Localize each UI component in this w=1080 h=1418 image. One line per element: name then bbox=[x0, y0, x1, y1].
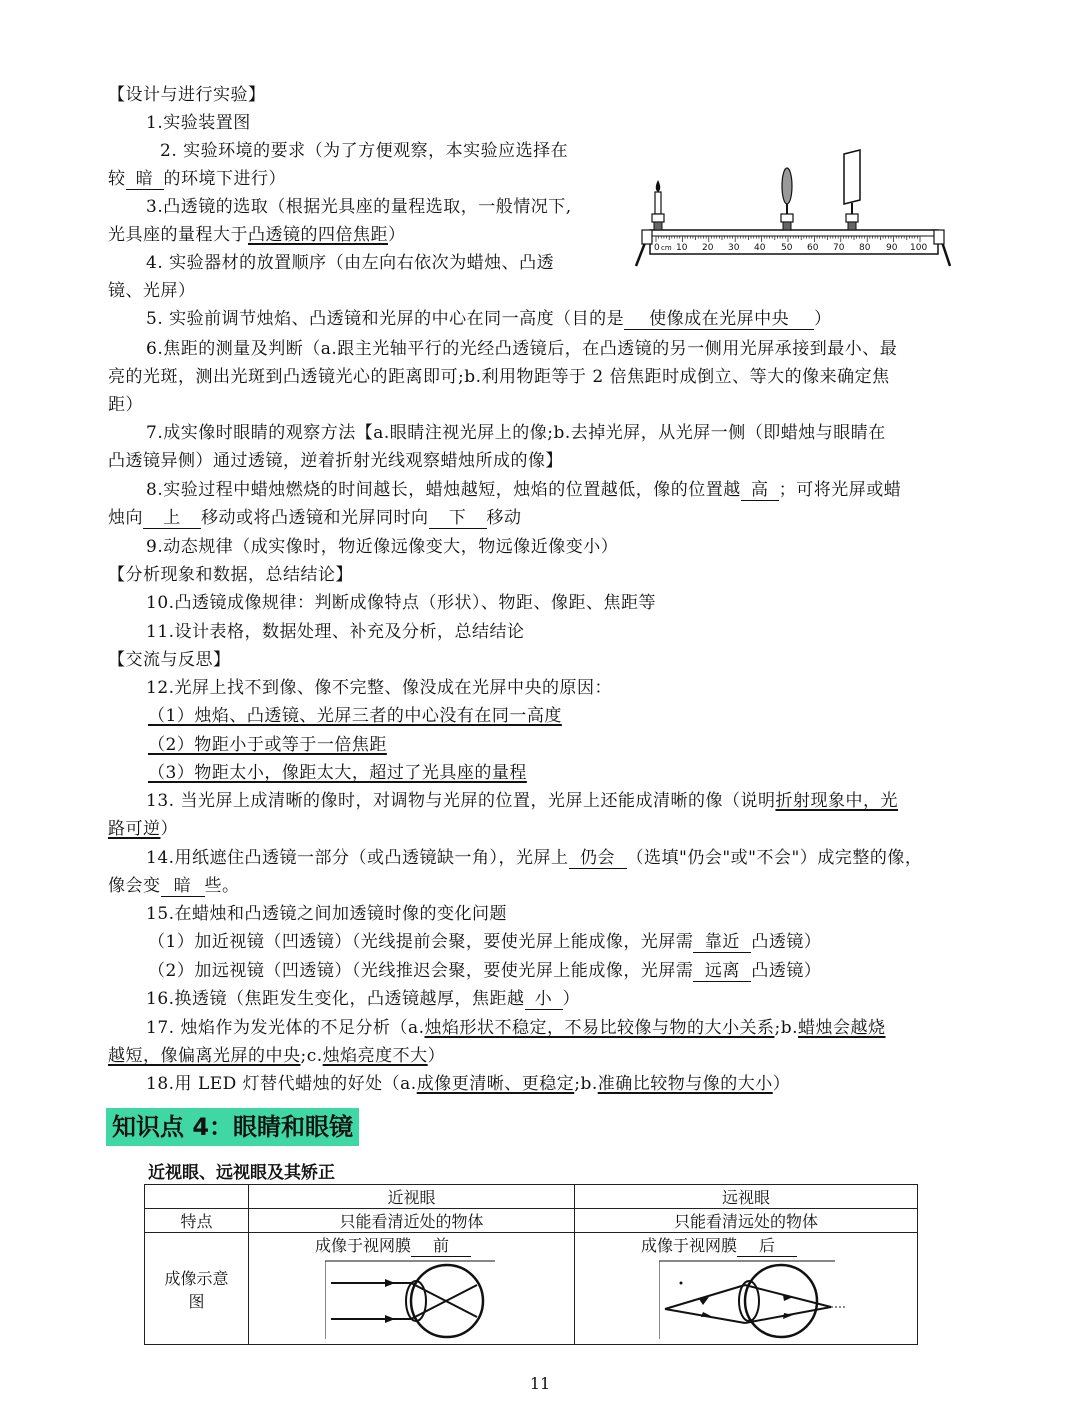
section-heading-reflection: 【交流与反思】 bbox=[108, 650, 231, 670]
item-4-cont: 镜、光屏） bbox=[108, 281, 196, 301]
light-screen-icon bbox=[844, 150, 860, 230]
tick-label: 50 bbox=[781, 243, 793, 253]
item-7: 7.成实像时眼睛的观察方法【a.眼睛注视光屏上的像;b.去掉光屏，从光屏一侧（即蜡烛与眼睛在 bbox=[146, 423, 886, 443]
item-2: 2. 实验环境的要求（为了方便观察，本实验应选择在 bbox=[160, 141, 569, 161]
myopia-feature-cell: 只能看清近处的物体 bbox=[249, 1209, 575, 1233]
item-1: 1.实验装置图 bbox=[146, 113, 251, 133]
item-13-cont: 路可逆） bbox=[108, 819, 178, 839]
item-10: 10.凸透镜成像规律：判断成像特点（形状）、物距、像距、焦距等 bbox=[146, 593, 657, 613]
table-corner-cell bbox=[145, 1185, 249, 1209]
item-3: 3.凸透镜的选取（根据光具座的量程选取，一般情况下, bbox=[146, 197, 572, 217]
row-label-feature: 特点 bbox=[145, 1209, 249, 1233]
item-2-cont: 较 暗 的环境下进行） bbox=[108, 169, 286, 189]
item-3-cont: 光具座的量程大于凸透镜的四倍焦距） bbox=[108, 225, 406, 245]
tick-label: 10 bbox=[676, 243, 688, 253]
item-6-cont2: 距） bbox=[108, 395, 143, 415]
item-7-cont: 凸透镜异侧）通过透镜，逆着折射光线观察蜡烛所成的像】 bbox=[108, 451, 563, 471]
answer-blank: 靠近 bbox=[693, 932, 751, 953]
table-subtitle: 近视眼、远视眼及其矫正 bbox=[148, 1163, 335, 1183]
item-8-cont: 烛向 上 移动或将凸透镜和光屏同时向 下 移动 bbox=[108, 508, 522, 528]
item-6: 6.焦距的测量及判断（a.跟主光轴平行的光经凸透镜后，在凸透镜的另一侧用光屏承接到最小、最 bbox=[146, 339, 898, 359]
answer-blank: 后 bbox=[737, 1236, 797, 1257]
answer-blank: 暗 bbox=[161, 876, 205, 897]
page-number: 11 bbox=[529, 1374, 551, 1393]
answer-blank: 高 bbox=[741, 480, 779, 501]
tick-label: 30 bbox=[728, 243, 740, 253]
item-12: 12.光屏上找不到像、像不完整、像没成在光屏中央的原因： bbox=[146, 678, 613, 698]
answer-blank: 仍会 bbox=[569, 848, 627, 869]
item-12-reason-1: （1）烛焰、凸透镜、光屏三者的中心没有在同一高度 bbox=[148, 706, 562, 726]
item-8: 8.实验过程中蜡烛燃烧的时间越长，蜡烛越短，烛焰的位置越低，像的位置越 高 ；可将光屏或蜡 bbox=[146, 480, 902, 500]
hyperopia-diagram-cell: 成像于视网膜 后 bbox=[575, 1233, 918, 1345]
tick-label: 20 bbox=[702, 243, 714, 253]
eye-comparison-table bbox=[144, 1184, 918, 1345]
item-15-sub-2: （2）加远视镜（凹透镜）（光线推迟会聚，要使光屏上能成像，光屏需 远离 凸透镜） bbox=[148, 961, 822, 981]
item-16: 16.换透镜（焦距发生变化，凸透镜越厚，焦距越 小 ） bbox=[146, 989, 581, 1009]
convex-lens-icon bbox=[781, 168, 793, 230]
item-18: 18.用 LED 灯替代蜡烛的好处（a.成像更清晰、更稳定;b.准确比较物与像的大小） bbox=[146, 1074, 791, 1094]
item-12-reason-2: （2）物距小于或等于一倍焦距 bbox=[148, 735, 387, 755]
item-15: 15.在蜡烛和凸透镜之间加透镜时像的变化问题 bbox=[146, 904, 508, 924]
section-heading-analysis: 【分析现象和数据，总结结论】 bbox=[108, 565, 353, 585]
eye-lens-icon bbox=[406, 1281, 426, 1321]
item-13: 13. 当光屏上成清晰的像时，对调物与光屏的位置，光屏上还能成清晰的像（说明折射现象中，光 bbox=[146, 791, 898, 811]
tick-label: 60 bbox=[807, 243, 819, 253]
item-15-sub-1: （1）加近视镜（凹透镜）（光线提前会聚，要使光屏上能成像，光屏需 靠近 凸透镜） bbox=[148, 932, 822, 952]
hyperopia-feature-cell: 只能看清远处的物体 bbox=[575, 1209, 918, 1233]
hyperopia-eye-diagram bbox=[659, 1259, 849, 1341]
answer-blank: 前 bbox=[411, 1236, 471, 1257]
optical-bench-figure bbox=[634, 148, 954, 270]
answer-underline: 凸透镜的四倍焦距 bbox=[248, 225, 388, 245]
item-12-reason-3: （3）物距太小，像距太大，超过了光具座的量程 bbox=[148, 763, 527, 783]
col-header-myopia: 近视眼 bbox=[249, 1185, 575, 1209]
item-4: 4. 实验器材的放置顺序（由左向右依次为蜡烛、凸透 bbox=[146, 253, 555, 273]
item-17-cont: 越短，像偏离光屏的中央;c.烛焰亮度不大） bbox=[108, 1046, 446, 1066]
candle-icon bbox=[652, 180, 664, 230]
knowledge-point-heading: 知识点 4：眼睛和眼镜 bbox=[106, 1108, 359, 1146]
answer-blank: 下 bbox=[429, 508, 487, 529]
tick-label: 100 bbox=[910, 243, 928, 253]
answer-blank: 暗 bbox=[126, 169, 164, 190]
tick-label: 90 bbox=[886, 243, 898, 253]
item-14: 14.用纸遮住凸透镜一部分（或凸透镜缺一角），光屏上 仍会 （选填"仍会"或"不会"）成完整的像， bbox=[146, 848, 923, 868]
tick-label: 0 bbox=[654, 243, 660, 253]
item-6-cont: 亮的光斑，测出光斑到凸透镜光心的距离即可;b.利用物距等于 2 倍焦距时成倒立、等大的像来确定焦 bbox=[108, 367, 890, 387]
answer-blank: 上 bbox=[143, 508, 201, 529]
section-heading-design: 【设计与进行实验】 bbox=[108, 85, 266, 105]
answer-blank: 小 bbox=[525, 989, 563, 1010]
myopia-diagram-cell: 成像于视网膜 前 bbox=[249, 1233, 575, 1345]
tick-label: 80 bbox=[859, 243, 871, 253]
tick-label: 40 bbox=[754, 243, 766, 253]
tick-label: 70 bbox=[833, 243, 845, 253]
answer-blank: 远离 bbox=[693, 961, 751, 982]
item-17: 17. 烛焰作为发光体的不足分析（a.烛焰形状不稳定，不易比较像与物的大小关系;b.蜡烛会越烧 bbox=[146, 1018, 886, 1038]
col-header-hyperopia: 远视眼 bbox=[575, 1185, 918, 1209]
answer-blank: 使像成在光屏中央 bbox=[624, 309, 814, 330]
item-5: 5. 实验前调节烛焰、凸透镜和光屏的中心在同一高度（目的是 使像成在光屏中央 ） bbox=[146, 309, 832, 329]
row-label-diagram: 成像示意 图 bbox=[145, 1233, 249, 1345]
tick-label: cm bbox=[661, 244, 672, 252]
item-14-cont: 像会变 暗 些。 bbox=[108, 876, 240, 896]
myopia-eye-diagram bbox=[325, 1259, 505, 1341]
item-9: 9.动态规律（成实像时，物近像远像变大，物远像近像变小） bbox=[146, 537, 619, 557]
item-11: 11.设计表格，数据处理、补充及分析，总结结论 bbox=[146, 622, 525, 642]
